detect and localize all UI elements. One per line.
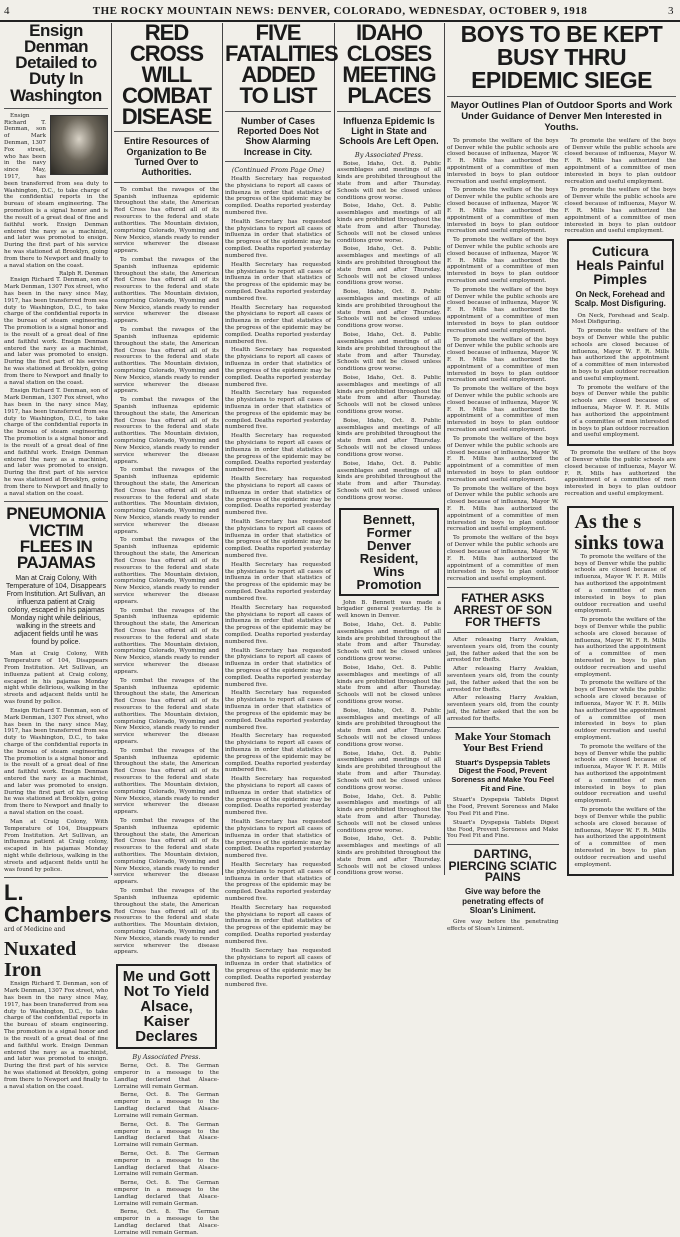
article-text: To combat the ravages of the Spanish influenza epidemic throughout the state, the American Red Cross has offered all of its resources to the federal and state authorities. The Mountain division, comprising Colorado, Wyoming and New Mexico, stands ready to render service wherever the disease appears. [114, 256, 219, 325]
article-text: To combat the ravages of the Spanish influenza epidemic throughout the state, the American Red Cross has offered all of its resources to the federal and state authorities. The Mountain division, comprising Colorado, Wyoming and New Mexico, stands ready to render service wherever the disease appears. [114, 817, 219, 886]
article-text: To combat the ravages of the Spanish influenza epidemic throughout the state, the American Red Cross has offered all of its resources to the federal and state authorities. The Mountain division, comprising Colorado, Wyoming and New Mexico, stands ready to render service wherever the disease appears. [114, 186, 219, 255]
ad-text: On Neck, Forehead and Scalp. Most Disfiguring. [571, 312, 669, 326]
article-text: Health Secretary has requested the physicians to report all cases of influenza in order that statistics of the progress of the epidemic may be compiled. Deaths reported yesterday numbered five. [225, 604, 331, 645]
byline: By Associated Press. [132, 1053, 201, 1062]
article-text: Ensign Richard T. Denman, son of Mark Denman, 1307 Fox street, who has been in the navy since May, 1917, has been transferred from sea duty to Washington, D.C., to take charge of the confidential reports in the bureau of steam engineering. The promotion is a signal honor and is the result of a great deal of fine and faithful work. Ensign Denman entered the navy as a machinist, and later was promoted to ensign. During the first part of his service he was stationed at Brooklyn, going from there to Newport and finally to a naval station on the coast. [4, 707, 108, 817]
ad-cuticura-head: Cuticura Heals Painful Pimples [576, 243, 665, 288]
headline-pneumonia-victim: PNEUMONIA VICTIM FLEES IN PAJAMAS [6, 504, 106, 572]
article-text: Health Secretary has requested the physicians to report all cases of influenza in order that statistics of the progress of the epidemic may be compiled. Deaths reported yesterday numbered five. [225, 261, 331, 302]
article-text: Health Secretary has requested the physicians to report all cases of influenza in order that statistics of the progress of the epidemic may be compiled. Deaths reported yesterday numbered five. [225, 561, 331, 602]
column-rule [334, 23, 335, 875]
article-text: To combat the ravages of the Spanish influenza epidemic throughout the state, the American Red Cross has offered all of its resources to the federal and state authorities. The Mountain division, comprising Colorado, Wyoming and New Mexico, stands ready to render service wherever the disease appears. [114, 537, 219, 605]
ad-text: To promote the welfare of the boys of Denver while the public schools are closed because of influenza, Mayor W. F. R. Mills has authorized the appointment of a committee of men interested in boys to plan outdoor recreation and useful employment. [574, 743, 666, 805]
headline-bennett: Bennett, Former Denver Resident, Wins Promotion [356, 511, 422, 592]
byline: By Associated Press. [354, 150, 424, 159]
article-text: To combat the ravages of the Spanish influenza epidemic throughout the state, the American Red Cross has offered all of its resources to the federal and state authorities. The Mountain division, comprising Colorado, Wyoming and New Mexico, stands ready to render service wherever the disease appears. [114, 327, 219, 395]
article-text: To combat the ravages of the Spanish influenza epidemic throughout the state, the American Red Cross has offered all of its resources to the federal and state authorities. The Mountain division, comprising Colorado, Wyoming and New Mexico, stands ready to render service wherever the disease appears. [114, 397, 219, 465]
article-text: To promote the welfare of the boys of Denver while the public schools are closed because of influenza, Mayor W. F. R. Mills has authorized the appointment of a committee of men interested in boys to plan outdoor recreation and useful employment. [447, 137, 559, 185]
article-text: Health Secretary has requested the physicians to report all cases of influenza in order that statistics of the progress of the epidemic may be compiled. Deaths reported yesterday numbered five. [225, 218, 331, 259]
kaiser-box [116, 964, 217, 1049]
article-text: Health Secretary has requested the physicians to report all cases of influenza in order that statistics of the progress of the epidemic may be compiled. Deaths reported yesterday numbered five. [225, 690, 331, 731]
article-text: Health Secretary has requested the physicians to report all cases of influenza in order that statistics of the progress of the epidemic may be compiled. Deaths reported yesterday numbered five. [225, 347, 331, 388]
article-text: To promote the welfare of the boys of Denver while the public schools are closed because of influenza, Mayor W. F. R. Mills has authorized the appointment of a committee of men interested in boys to plan outdoor recreation and useful employment. [447, 485, 559, 533]
article-text: Health Secretary has requested the physicians to report all cases of influenza in order that statistics of the progress of the epidemic may be compiled. Deaths reported yesterday numbered five. [225, 647, 331, 688]
article-text: Boise, Idaho, Oct. 8. Public assemblages and meetings of all kinds are prohibited throughout the state from and after Thursday. Schools will not be closed unless conditions grow worse. [337, 332, 441, 373]
article-text: To combat the ravages of the Spanish influenza epidemic throughout the state, the American Red Cross has offered all of its resources to the federal and state authorities. The Mountain division, comprising Colorado, Wyoming and New Mexico, stands ready to render service wherever the disease appears. [114, 747, 219, 816]
photo-caption: Ralph R. Denman [59, 271, 108, 278]
article-text: Health Secretary has requested the physicians to report all cases of influenza in order that statistics of the progress of the epidemic may be compiled. Deaths reported yesterday numbered five. [225, 861, 331, 902]
article-text: To promote the welfare of the boys of Denver while the public schools are closed because of influenza, Mayor W. F. R. Mills has authorized the appointment of a committee of men interested in boys to plan outdoor recreation and useful employment. [447, 386, 559, 434]
byline: (Continued From Page One) [231, 165, 325, 174]
ad-sun-line2: sinks towa [574, 531, 664, 554]
ad-text: To promote the welfare of the boys of Denver while the public schools are closed because of influenza, Mayor W. F. R. Mills has authorized the appointment of a committee of men interested in boys to plan outdoor recreation and useful employment. [571, 328, 669, 382]
ad-text: Stuart's Dyspepsia Tablets Digest the Food, Prevent Soreness and Make You Feel Fit and Fine. [447, 819, 559, 840]
article-text: John B. Bennett was made a brigadier general yesterday. He is well known in Denver. [337, 599, 441, 620]
column-rule [111, 23, 112, 875]
headline-five-fatalities: FIVE FATALITIES ADDED TO LIST [225, 20, 338, 108]
ad-stomach-text: Stuart's Dyspepsia Tablets Digest the Food, Prevent Soreness and Make You Feel Fit and Fine. [451, 757, 555, 793]
deck: Entire Resources of Organization to Be Turned Over to Authorities. [123, 136, 210, 178]
column-2 [114, 20, 219, 1236]
ad-sciatic-deck: Give way before the penetrating effects of Sloan's Liniment. [462, 887, 544, 915]
article-text: Health Secretary has requested the physicians to report all cases of influenza in order that statistics of the progress of the epidemic may be compiled. Deaths reported yesterday numbered five. [225, 904, 331, 945]
article-text: Boise, Idaho, Oct. 8. Public assemblages and meetings of all kinds are prohibited throughout the state from and after Thursday. Schools will not be closed unless conditions grow worse. [337, 246, 441, 287]
article-text: Health Secretary has requested the physicians to report all cases of influenza in order that statistics of the progress of the epidemic may be compiled. Deaths reported yesterday numbered five. [225, 776, 331, 817]
article-text: To combat the ravages of the Spanish influenza epidemic throughout the state, the American Red Cross has offered all of its resources to the federal and state authorities. The Mountain division, comprising Colorado, Wyoming and New Mexico, stands ready to render service wherever the disease appears. [114, 677, 219, 746]
column-5 [447, 21, 676, 932]
article-text: Ensign Richard T. Denman, son of Mark Denman, 1307 Fox street, who has been in the navy since May, 1917, has been transferred from sea duty to Washington, D.C., to take charge of the confidential reports in the bureau of steam engineering. The promotion is a signal honor and is the result of a great deal of fine and faithful work. Ensign Denman entered the navy as a machinist, and later was promoted to ensign. During the first part of his service he was stationed at Brooklyn, going from there to Newport and finally to a naval station on the coast. [4, 277, 108, 386]
headline-ensign-denman: Ensign Denman Detailed to Duty In Washington [10, 21, 102, 105]
ad-sub: ard of Medicine and [4, 926, 66, 934]
masthead-title: THE ROCKY MOUNTAIN NEWS: DENVER, COLORADO, WEDNESDAY, OCTOBER 9, 1918 [92, 5, 588, 17]
article-text: Boise, Idaho, Oct. 8. Public assemblages and meetings of all kinds are prohibited throughout the state from and after Thursday. Schools will not be closed unless conditions grow worse. [337, 417, 441, 458]
article-text: Boise, Idaho, Oct. 8. Public assemblages and meetings of all kinds are prohibited throughout the state from and after Thursday. Schools will not be closed unless conditions grow worse. [337, 793, 441, 834]
article-text: Boise, Idaho, Oct. 8. Public assemblages and meetings of all kinds are prohibited throughout the state from and after Thursday. Schools will not be closed unless conditions grow worse. [337, 160, 441, 201]
article-text: After releasing Harry Avakian, seventeen years old, from the county jail, the father asked that the son be arrested for thefts. [447, 636, 559, 664]
article-text: Health Secretary has requested the physicians to report all cases of influenza in order that statistics of the progress of the epidemic may be compiled. Deaths reported yesterday numbered five. [225, 390, 331, 431]
ad-stomach-head: Make Your Stomach Your Best Friend [454, 730, 551, 755]
article-text: After releasing Harry Avakian, seventeen years old, from the county jail, the father asked that the son be arrested for thefts. [447, 695, 559, 722]
article-text: To promote the welfare of the boys of Denver while the public schools are closed because of influenza, Mayor W. F. R. Mills has authorized the appointment of a committee of men interested in boys to plan outdoor recreation and useful employment. [447, 187, 559, 235]
article-text: Boise, Idaho, Oct. 8. Public assemblages and meetings of all kinds are prohibited throughout the state from and after Thursday. Schools will not be closed unless conditions grow worse. [337, 289, 441, 330]
article-columns [447, 138, 676, 935]
ad-sun-line1: As the s [574, 510, 642, 533]
ad-text: To promote the welfare of the boys of Denver while the public schools are closed because of influenza, Mayor W. F. R. Mills has authorized the appointment of a committee of men interested in boys to plan outdoor recreation and useful employment. [574, 807, 666, 868]
ad-text: Ensign Richard T. Denman, son of Mark Denman, 1307 Fox street, who has been in the navy since May, 1917, has been transferred from sea duty to Washington, D.C., to take charge of the confidential reports in the bureau of steam engineering. The promotion is a signal honor and is the result of a great deal of fine and faithful work. Ensign Denman entered the navy as a machinist, and later was promoted to ensign. During the first part of his service he was stationed at Brooklyn, going from there to Newport and finally to a naval station on the coast. [4, 981, 108, 1090]
article-text: Boise, Idaho, Oct. 8. Public assemblages and meetings of all kinds are prohibited throughout the state from and after Thursday. Schools will not be closed unless conditions grow worse. [337, 460, 441, 501]
article-text: Health Secretary has requested the physicians to report all cases of influenza in order that statistics of the progress of the epidemic may be compiled. Deaths reported yesterday numbered five. [225, 433, 331, 474]
article-text: To promote the welfare of the boys of Denver while the public schools are closed because of influenza, Mayor W. F. R. Mills has authorized the appointment of a committee of men interested in boys to plan outdoor recreation and useful employment. [447, 435, 559, 483]
article-text: Health Secretary has requested the physicians to report all cases of influenza in order that statistics of the progress of the epidemic may be compiled. Deaths reported yesterday numbered five. [225, 518, 331, 559]
article-text: Boise, Idaho, Oct. 8. Public assemblages and meetings of all kinds are prohibited throughout the state from and after Thursday. Schools will not be closed unless conditions grow worse. [337, 707, 441, 748]
ad-text: To promote the welfare of the boys of Denver while the public schools are closed because of influenza, Mayor W. F. R. Mills has authorized the appointment of a committee of men interested in boys to plan outdoor recreation and useful employment. [571, 384, 669, 439]
ad-nuxated-iron: Nuxated Iron [4, 938, 77, 982]
headline-kaiser: Me und Gott Not To Yield Alsace, Kaiser Declares [122, 968, 211, 1046]
ad-cuticura-deck: On Neck, Forehead and Scalp. Most Disfiguring. [574, 290, 666, 309]
column-rule [444, 23, 445, 875]
article-text: Health Secretary has requested the physicians to report all cases of influenza in order that statistics of the progress of the epidemic may be compiled. Deaths reported yesterday numbered five. [225, 175, 331, 216]
deck: Influenza Epidemic Is Light in State and Schools Are Left Open. [339, 115, 439, 147]
article-text: To combat the ravages of the Spanish influenza epidemic throughout the state, the American Red Cross has offered all of its resources to the federal and state authorities. The Mountain division, comprising Colorado, Wyoming and New Mexico, stands ready to render service wherever the disease appears. [114, 888, 219, 956]
ad-sciatic-head: DARTING, PIERCING SCIATIC PAINS [448, 847, 557, 884]
masthead [0, 3, 680, 19]
page-number-right: 3 [668, 5, 674, 17]
ad-text: Stuart's Dyspepsia Tablets Digest the Food, Prevent Soreness and Make You Feel Fit and Fine. [447, 797, 559, 817]
column-1 [4, 21, 112, 1090]
article-text: To combat the ravages of the Spanish influenza epidemic throughout the state, the American Red Cross has offered all of its resources to the federal and state authorities. The Mountain division, comprising Colorado, Wyoming and New Mexico, stands ready to render service wherever the disease appears. [114, 607, 219, 675]
article-text: Ensign Richard T. Denman, son of Mark Denman, 1307 Fox street, who has been in the navy since May, 1917, has been transferred from sea duty to Washington, D.C., to take charge of the confidential reports in the bureau of steam engineering. The promotion is a signal honor and is the result of a great deal of fine and faithful work. Ensign Denman entered the navy as a machinist, and later was promoted to ensign. During the first part of his service he was stationed at Brooklyn, going from there to Newport and finally to a naval station on the coast. [4, 112, 108, 269]
article-text: To promote the welfare of the boys of Denver while the public schools are closed because of influenza, Mayor W. F. R. Mills has authorized the appointment of a committee of men interested in boys to plan outdoor recreation and useful employment. [564, 187, 676, 235]
column-3 [225, 20, 338, 988]
article-text: Boise, Idaho, Oct. 8. Public assemblages and meetings of all kinds are prohibited throughout the state from and after Thursday. Schools will not be closed unless conditions grow worse. [337, 622, 441, 663]
article-text: Health Secretary has requested the physicians to report all cases of influenza in order that statistics of the progress of the epidemic may be compiled. Deaths reported yesterday numbered five. [225, 733, 331, 774]
page-number-left: 4 [4, 5, 10, 17]
cuticura-ad [567, 239, 675, 446]
ad-name: L. Chambers [4, 880, 112, 928]
subcolumn-left [447, 138, 559, 935]
article-text: Berne, Oct. 8. The German emperor in a message to the Landtag declared that Alsace-Lorraine will remain German. [114, 1092, 219, 1119]
article-text: Berne, Oct. 8. The German emperor in a message to the Landtag declared that Alsace-Lorraine will remain German. [114, 1209, 219, 1236]
article-text: Man at Craig Colony, With Temperature of 104, Disappears From Institution. Art Sullivan, an influenza patient at Craig colony, escaped in his pajamas Monday night while delirious, walking in the streets and adjacent fields until he was found by police. [4, 818, 108, 873]
ad-text: To promote the welfare of the boys of Denver while the public schools are closed because of influenza, Mayor W. F. R. Mills has authorized the appointment of a committee of men interested in boys to plan outdoor recreation and useful employment. [574, 617, 666, 678]
headline-idaho: IDAHO CLOSES MEETING PLACES [342, 20, 436, 108]
column-rule [222, 23, 223, 875]
headline-boys-busy: BOYS TO BE KEPT BUSY THRU EPIDEMIC SIEGE [460, 21, 663, 93]
article-text: Berne, Oct. 8. The German emperor in a message to the Landtag declared that Alsace-Lorraine will remain German. [114, 1121, 219, 1149]
portrait-photo [50, 115, 108, 175]
article-text: Berne, Oct. 8. The German emperor in a message to the Landtag declared that Alsace-Lorraine will remain German. [114, 1063, 219, 1090]
article-text: To promote the welfare of the boys of Denver while the public schools are closed because of influenza, Mayor W. F. R. Mills has authorized the appointment of a committee of men interested in boys to plan outdoor recreation and useful employment. [447, 336, 559, 384]
article-text: To promote the welfare of the boys of Denver while the public schools are closed because of influenza, Mayor W. F. R. Mills has authorized the appointment of a committee of men interested in boys to plan outdoor recreation and useful employment. [564, 137, 676, 185]
article-text: To promote the welfare of the boys of Denver while the public schools are closed because of influenza, Mayor W. F. R. Mills has authorized the appointment of a committee of men interested in boys to plan outdoor recreation and useful employment. [447, 535, 559, 583]
headline-father-asks: FATHER ASKS ARREST OF SON FOR THEFTS [453, 590, 553, 629]
headline-red-cross: RED CROSS WILL COMBAT DISEASE [121, 20, 212, 129]
column-4 [337, 20, 441, 877]
article-text: Health Secretary has requested the physicians to report all cases of influenza in order that statistics of the progress of the epidemic may be compiled. Deaths reported yesterday numbered five. [225, 947, 331, 988]
ad-text: Give way before the penetrating effects of Sloan's Liniment. [447, 918, 559, 932]
article-text: To promote the welfare of the boys of Denver while the public schools are closed because of influenza, Mayor W. F. R. Mills has authorized the appointment of a committee of men interested in boys to plan outdoor recreation and useful employment. [564, 450, 676, 498]
ad-text: To promote the welfare of the boys of Denver while the public schools are closed because of influenza, Mayor W. F. R. Mills has authorized the appointment of a committee of men interested in boys to plan outdoor recreation and useful employment. [574, 553, 666, 615]
article-text: Health Secretary has requested the physicians to report all cases of influenza in order that statistics of the progress of the epidemic may be compiled. Deaths reported yesterday numbered five. [225, 476, 331, 517]
article-text: Boise, Idaho, Oct. 8. Public assemblages and meetings of all kinds are prohibited throughout the state from and after Thursday. Schools will not be closed unless conditions grow worse. [337, 664, 441, 705]
article-text: Man at Craig Colony, With Temperature of 104, Disappears From Institution. Art Sullivan, an influenza patient at Craig colony, escaped in his pajamas Monday night while delirious, walking in the streets and adjacent fields until he was found by police. [4, 651, 108, 706]
article-text: To promote the welfare of the boys of Denver while the public schools are closed because of influenza, Mayor W. F. R. Mills has authorized the appointment of a committee of men interested in boys to plan outdoor recreation and useful employment. [447, 237, 559, 285]
article-text: Boise, Idaho, Oct. 8. Public assemblages and meetings of all kinds are prohibited throughout the state from and after Thursday. Schools will not be closed unless conditions grow worse. [337, 836, 441, 877]
subcolumn-right [565, 138, 677, 935]
article-text: Ensign Richard T. Denman, son of Mark Denman, 1307 Fox street, who has been in the navy since May, 1917, has been transferred from sea duty to Washington, D.C., to take charge of the confidential reports in the bureau of steam engineering. The promotion is a signal honor and is the result of a great deal of fine and faithful work. Ensign Denman entered the navy as a machinist, and later was promoted to ensign. During the first part of his service he was stationed at Brooklyn, going from there to Newport and finally to a naval station on the coast. [4, 388, 108, 497]
sun-ad [567, 506, 675, 877]
deck: Mayor Outlines Plan of Outdoor Sports and Work Under Guidance of Denver Men Interested in Youths. [450, 100, 673, 133]
ad-text: To promote the welfare of the boys of Denver while the public schools are closed because of influenza, Mayor W. F. R. Mills has authorized the appointment of a committee of men interested in boys to plan outdoor recreation and useful employment. [574, 680, 666, 741]
article-text: To promote the welfare of the boys of Denver while the public schools are closed because of influenza, Mayor W. F. R. Mills has authorized the appointment of a committee of men interested in boys to plan outdoor recreation and useful employment. [447, 286, 559, 334]
article-text: Health Secretary has requested the physicians to report all cases of influenza in order that statistics of the progress of the epidemic may be compiled. Deaths reported yesterday numbered five. [225, 304, 331, 345]
article-text: Berne, Oct. 8. The German emperor in a message to the Landtag declared that Alsace-Lorraine will remain German. [114, 1180, 219, 1207]
bennett-box [339, 508, 439, 596]
article-text: To combat the ravages of the Spanish influenza epidemic throughout the state, the American Red Cross has offered all of its resources to the federal and state authorities. The Mountain division, comprising Colorado, Wyoming and New Mexico, stands ready to render service wherever the disease appears. [114, 467, 219, 535]
article-text: Health Secretary has requested the physicians to report all cases of influenza in order that statistics of the progress of the epidemic may be compiled. Deaths reported yesterday numbered five. [225, 819, 331, 860]
article-text: Boise, Idaho, Oct. 8. Public assemblages and meetings of all kinds are prohibited throughout the state from and after Thursday. Schools will not be closed unless conditions grow worse. [337, 750, 441, 791]
deck: Number of Cases Reported Does Not Show Alarming Increase in City. [237, 115, 319, 157]
article-text: Boise, Idaho, Oct. 8. Public assemblages and meetings of all kinds are prohibited throughout the state from and after Thursday. Schools will not be closed unless conditions grow worse. [337, 203, 441, 244]
article-text: After releasing Harry Avakian, seventeen years old, from the county jail, the father asked that the son be arrested for thefts. [447, 666, 559, 693]
deck: Man at Craig Colony, With Temperature of 104, Disappears From Institution. Art Sullivan, an influenza patient at Craig colony, escaped in his pajamas Monday night while delirious, walking in the streets and adjacent fields until he was found by police. [6, 574, 106, 647]
article-text: Berne, Oct. 8. The German emperor in a message to the Landtag declared that Alsace-Lorraine will remain German. [114, 1150, 219, 1178]
article-text: Boise, Idaho, Oct. 8. Public assemblages and meetings of all kinds are prohibited throughout the state from and after Thursday. Schools will not be closed unless conditions grow worse. [337, 374, 441, 416]
